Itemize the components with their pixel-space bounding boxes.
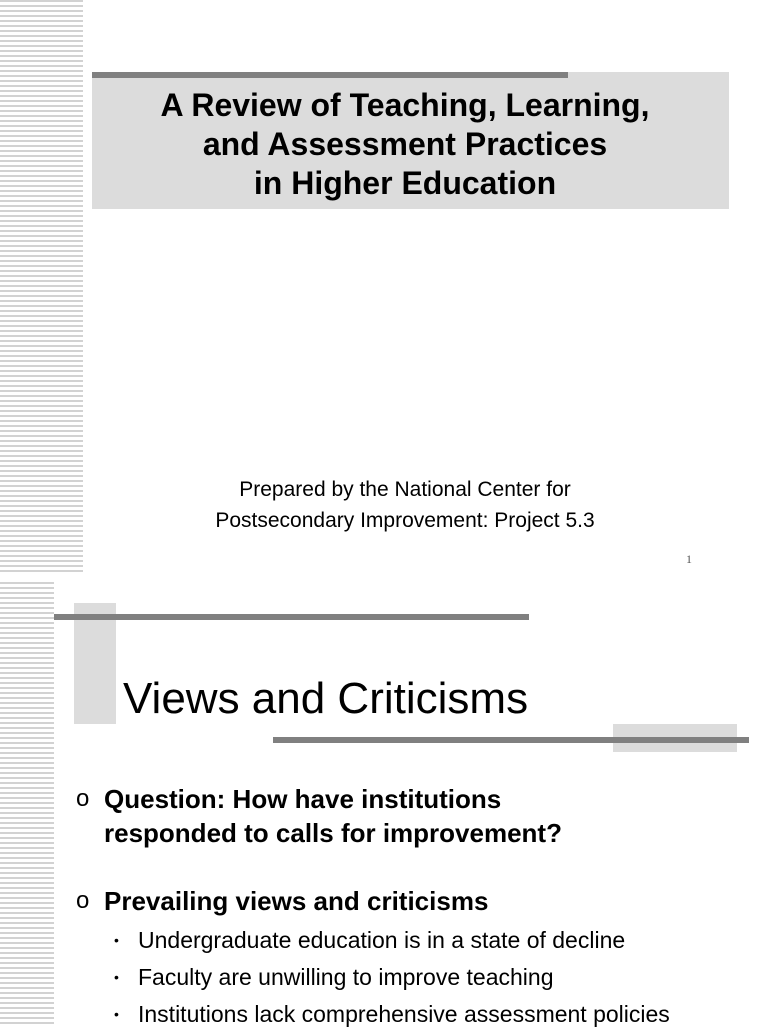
slide-subtitle: [120, 474, 690, 536]
bullet-item: [76, 782, 756, 850]
title-line: and Assessment Practices: [202, 126, 608, 162]
sub-bullet-item: [114, 996, 756, 1033]
title-bottom-line: [273, 737, 749, 743]
decorative-stripes-top: [0, 0, 83, 575]
bullet-text: Question: How have institutions: [104, 784, 502, 814]
sub-bullet-text: Faculty are unwilling to improve teaching: [138, 964, 554, 990]
bullet-text: responded to calls for improvement?: [104, 818, 562, 848]
sub-bullet-list: [114, 922, 756, 1033]
title-top-line: [54, 614, 529, 620]
slide-number: 1: [686, 552, 692, 566]
bullet-marker: o: [76, 785, 90, 812]
sub-bullet-marker: •: [114, 932, 119, 948]
title-line: in Higher Education: [253, 165, 557, 201]
bullet-list: [76, 780, 756, 1033]
title-gray-block: [74, 603, 116, 724]
sub-bullet-text: Undergraduate education is in a state of decline: [138, 927, 626, 953]
title-accent-line: [92, 72, 568, 78]
subtitle-line: Postsecondary Improvement: Project 5.3: [215, 509, 595, 532]
title-line: A Review of Teaching, Learning,: [160, 87, 650, 123]
bullet-text: Prevailing views and criticisms: [104, 886, 489, 916]
sub-bullet-item: [114, 959, 756, 996]
bullet-item: [76, 884, 756, 918]
sub-bullet-marker: •: [114, 969, 119, 985]
sub-bullet-marker: •: [114, 1006, 119, 1022]
slide-title: [92, 86, 718, 203]
sub-bullet-text: Institutions lack comprehensive assessment policies: [138, 1001, 670, 1027]
slide-2-title: Views and Criticisms: [123, 674, 529, 723]
subtitle-line: Prepared by the National Center for: [239, 478, 571, 501]
decorative-stripes-bottom: [0, 582, 54, 1024]
bullet-marker: o: [76, 887, 90, 914]
sub-bullet-item: [114, 922, 756, 959]
